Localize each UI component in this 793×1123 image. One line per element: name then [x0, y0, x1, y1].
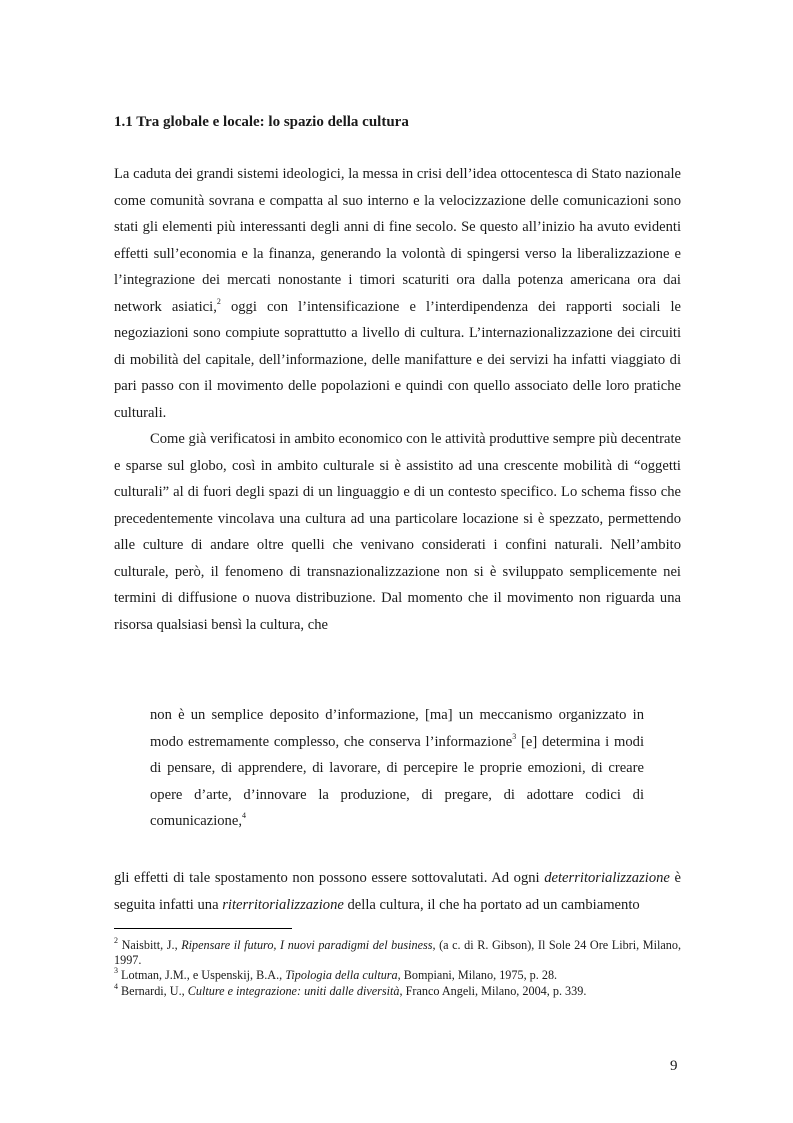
footnote-text: Lotman, J.M., e Uspenskij, B.A., [118, 968, 286, 983]
footnote-text: , Franco Angeli, Milano, 2004, p. 339. [399, 983, 587, 998]
paragraph-3 [114, 865, 681, 918]
footnote-3 [114, 968, 681, 983]
block-quote [150, 702, 644, 835]
term-deterritorializzazione: deterritorializzazione [544, 870, 670, 886]
footnote-text: (a c. di R. Gibson), Il Sole 24 Ore Libri, Milano, 1997. [114, 938, 681, 967]
page-number: 9 [670, 1058, 678, 1074]
footnote-text: , Bompiani, Milano, 1975, p. 28. [397, 968, 558, 983]
footnote-number: 4 [114, 981, 118, 991]
body-paragraphs [114, 161, 681, 638]
footnote-separator [114, 928, 292, 929]
footnote-title: Tipologia della cultura [285, 968, 398, 983]
paragraph-3-text-a: gli effetti di tale spostamento non possono essere sottovalutati. Ad ogni [114, 870, 545, 886]
footnote-title: Ripensare il futuro, I nuovi paradigmi del business, [181, 938, 436, 952]
quote-text-2: [e] determina i modi di pensare, di apprendere, di lavorare, di percepire le proprie emozioni, di creare opere d’arte, d’innovare la produzione, di pregare, di adottare codici di comunicazione, [150, 733, 645, 829]
footnote-number: 2 [114, 935, 118, 945]
section-heading: 1.1 Tra globale e locale: lo spazio della cultura [114, 114, 409, 130]
footnote-text: Naisbitt, J., [118, 938, 182, 952]
footnote-title: Culture e integrazione: uniti dalle diversità [187, 983, 400, 998]
paragraph-1 [114, 161, 681, 426]
paragraph-3-text-b: è seguita infatti una [114, 870, 681, 913]
footnote-number: 3 [114, 966, 118, 976]
footnote-ref-3[interactable]: 3 [512, 731, 517, 741]
footnote-ref-2[interactable]: 2 [216, 296, 221, 306]
footnote-text: Bernardi, U., [118, 983, 188, 998]
paragraph-3-text-c: della cultura, il che ha portato ad un cambiamento [343, 896, 640, 913]
paragraph-1-rest: oggi con l’intensificazione e l’interdipendenza dei rapporti sociali le negoziazioni sono compiute soprattutto a livello di cultura. L’internazionalizzazione dei circuiti di mobilità del capitale, dell’informazione, delle manifatture e dei servizi ha infatti viaggiato di pari passo con il movimento delle popolazioni e quindi con quello associato delle loro pratiche culturali. [114, 298, 682, 421]
footnote-2 [114, 935, 681, 967]
term-riterritorializzazione: riterritorializzazione [222, 896, 344, 913]
paragraph-2: Come già verificatosi in ambito economico con le attività produttive sempre più decentrate e sparse sul globo, così in ambito culturale si è assistito ad una crescente mobilità di “oggetti culturali” al di fuori degli spazi di un linguaggio e di un contesto specifico. Lo schema fisso che precedentemente vincolava una cultura ad una particolare locazione si è spezzato, permettendo alle culture di andare oltre quelli che venivano considerati i confini naturali. Nell’ambito culturale, però, il fenomeno di transnazionalizzazione non si è sviluppato semplicemente nei termini di diffusione o nuova distribuzione. Dal momento che il movimento non riguarda una risorsa qualsiasi bensì la cultura, che [114, 431, 681, 633]
footnote-ref-4[interactable]: 4 [241, 811, 246, 821]
footnote-4 [114, 981, 681, 999]
paragraph-1-text: La caduta dei grandi sistemi ideologici, la messa in crisi dell’idea ottocentesca di Stato nazionale come comunità sovrana e compatta al suo interno e la velocizzazione delle comunicazioni sono stati gli elementi più interessanti degli anni di fine secolo. Se questo all’inizio ha avuto evidenti effetti sull’economia e la finanza, generando la volontà di spingersi verso la liberalizzazione e l’integrazione dei mercati nonostante i timori scaturiti ora dalla potenza americana ora dai network asiatici, [114, 166, 681, 315]
quote-text-1: non è un semplice deposito d’informazione, [ma] un meccanismo organizzato in modo estremamente complesso, che conserva l’informazione [150, 707, 644, 750]
footnotes [114, 935, 681, 999]
